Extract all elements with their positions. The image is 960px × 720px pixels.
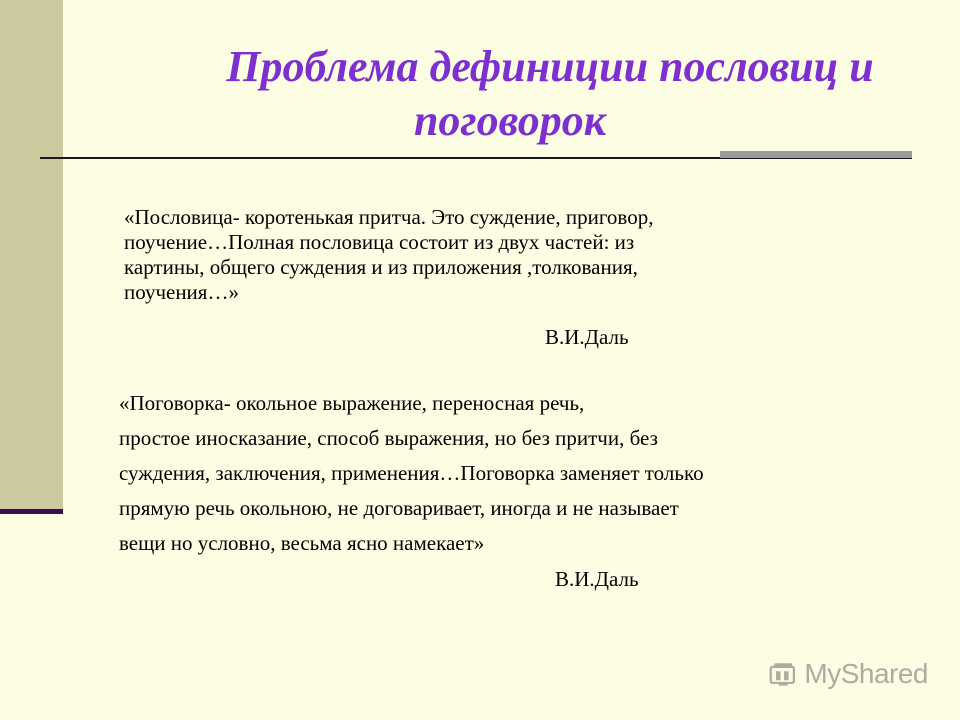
quote-author: В.И.Даль — [545, 325, 629, 349]
title-line-1: Проблема дефиниции пословиц и — [226, 42, 874, 91]
quote-line: поучения…» — [124, 280, 239, 304]
left-decorative-bar — [0, 0, 63, 511]
quote-line: прямую речь окольною, не договаривает, иногда и не называет — [119, 496, 679, 520]
slide-title — [120, 40, 940, 148]
saying-definition-quote — [119, 386, 919, 561]
quote-line: «Поговорка- окольное выражение, переносная речь, — [119, 391, 585, 415]
quote-line: простое иносказание, способ выражения, но без притчи, без — [119, 426, 658, 450]
myshared-watermark — [768, 654, 928, 694]
left-accent-line — [0, 509, 63, 514]
quote-line: картины, общего суждения и из приложения ,толкования, — [124, 255, 638, 279]
quote-line: поучение…Полная пословица состоит из двух частей: из — [124, 230, 635, 254]
myshared-logo-icon — [768, 657, 798, 691]
quote-author: В.И.Даль — [555, 567, 639, 591]
proverb-definition-quote — [124, 205, 864, 305]
watermark-text: MyShared — [804, 658, 928, 689]
quote-line: «Пословица- коротенькая притча. Это суждение, приговор, — [124, 205, 654, 229]
quote-line: вещи но условно, весьма ясно намекает» — [119, 531, 485, 555]
title-line-2: поговорок — [413, 96, 607, 145]
quote-line: суждения, заключения, применения…Поговорка заменяет только — [119, 461, 704, 485]
title-underline-accent — [720, 151, 912, 158]
